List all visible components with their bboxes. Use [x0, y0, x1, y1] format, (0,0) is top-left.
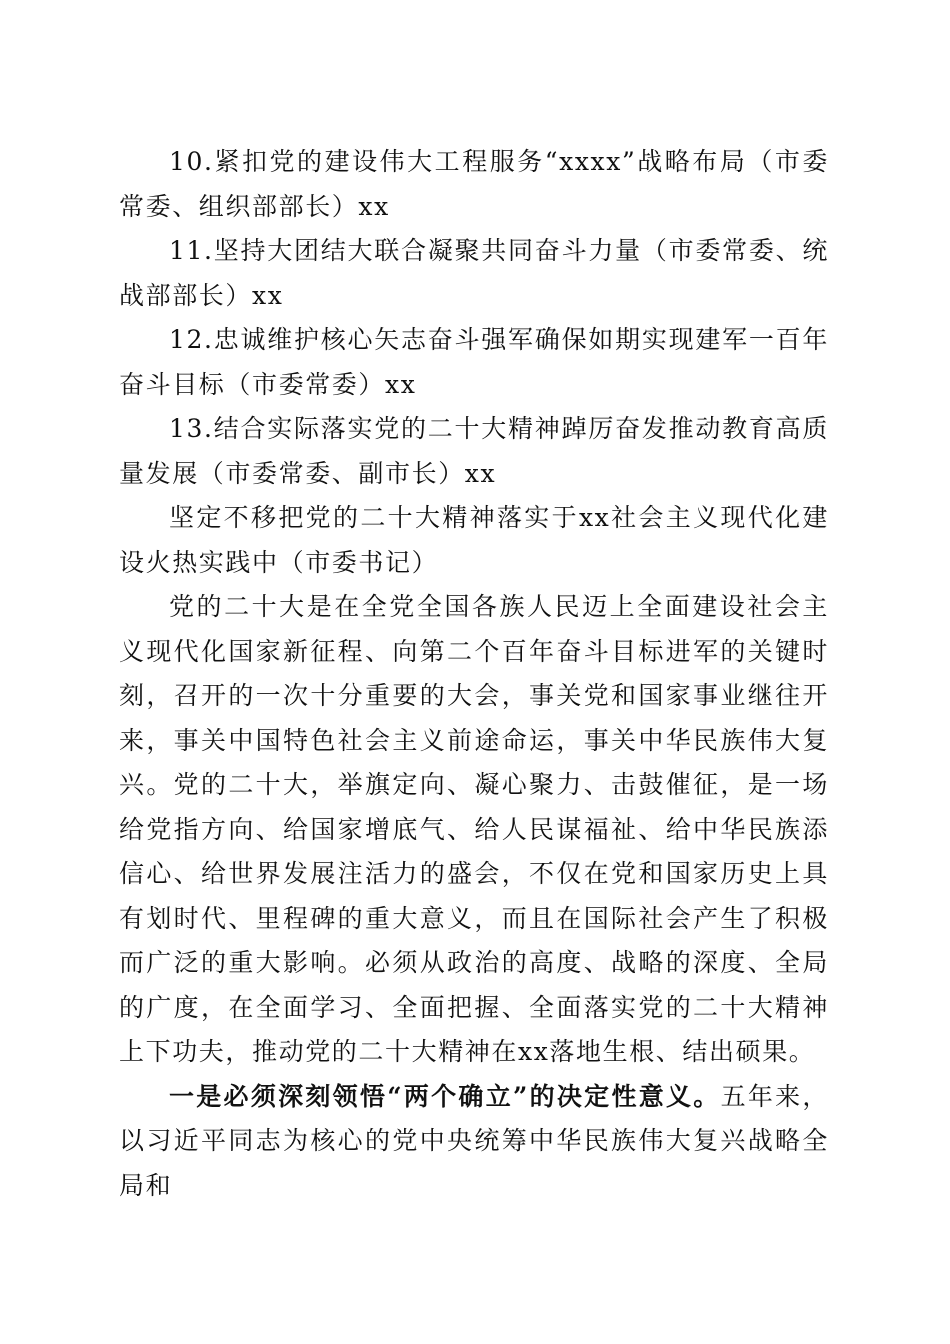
toc-item-12: 12.忠诚维护核心矢志奋斗强军确保如期实现建军一百年奋斗目标（市委常委）xx	[119, 325, 829, 399]
toc-item-13: 13.结合实际落实党的二十大精神踔厉奋发推动教育高质量发展（市委常委、副市长）xx	[119, 414, 829, 488]
point-one-heading: 一是必须深刻领悟“两个确立”的决定性意义。	[169, 1081, 721, 1111]
point-one-paragraph	[119, 1075, 829, 1209]
toc-item-10: 10.紧扣党的建设伟大工程服务“xxxx”战略布局（市委常委、组织部部长）xx	[119, 147, 829, 221]
point-one-text: 五年来，以习近平同志为核心的党中央统筹中华民族伟大复兴战略全局和	[119, 1081, 829, 1200]
body-paragraph: 党的二十大是在全党全国各族人民迈上全面建设社会主义现代化国家新征程、向第二个百年奋斗目标进军的关键时刻，召开的一次十分重要的大会，事关党和国家事业继往开来，事关中国特色社会主义前途命运，事关中华民族伟大复兴。党的二十大，举旗定向、凝心聚力、击鼓催征，是一场给党指方向、给国家增底气、给人民谋福祉、给中华民族添信心、给世界发展注活力的盛会，不仅在党和国家历史上具有划时代、里程碑的重大意义，而且在国际社会产生了积极而广泛的重大影响。必须从政治的高度、战略的深度、全局的广度，在全面学习、全面把握、全面落实党的二十大精神上下功夫，推动党的二十大精神在xx落地生根、结出硕果。	[119, 592, 829, 1066]
section-title: 坚定不移把党的二十大精神落实于xx社会主义现代化建设火热实践中（市委书记）	[119, 503, 829, 577]
toc-item-11: 11.坚持大团结大联合凝聚共同奋斗力量（市委常委、统战部部长）xx	[119, 236, 829, 310]
document-body	[119, 140, 829, 1208]
